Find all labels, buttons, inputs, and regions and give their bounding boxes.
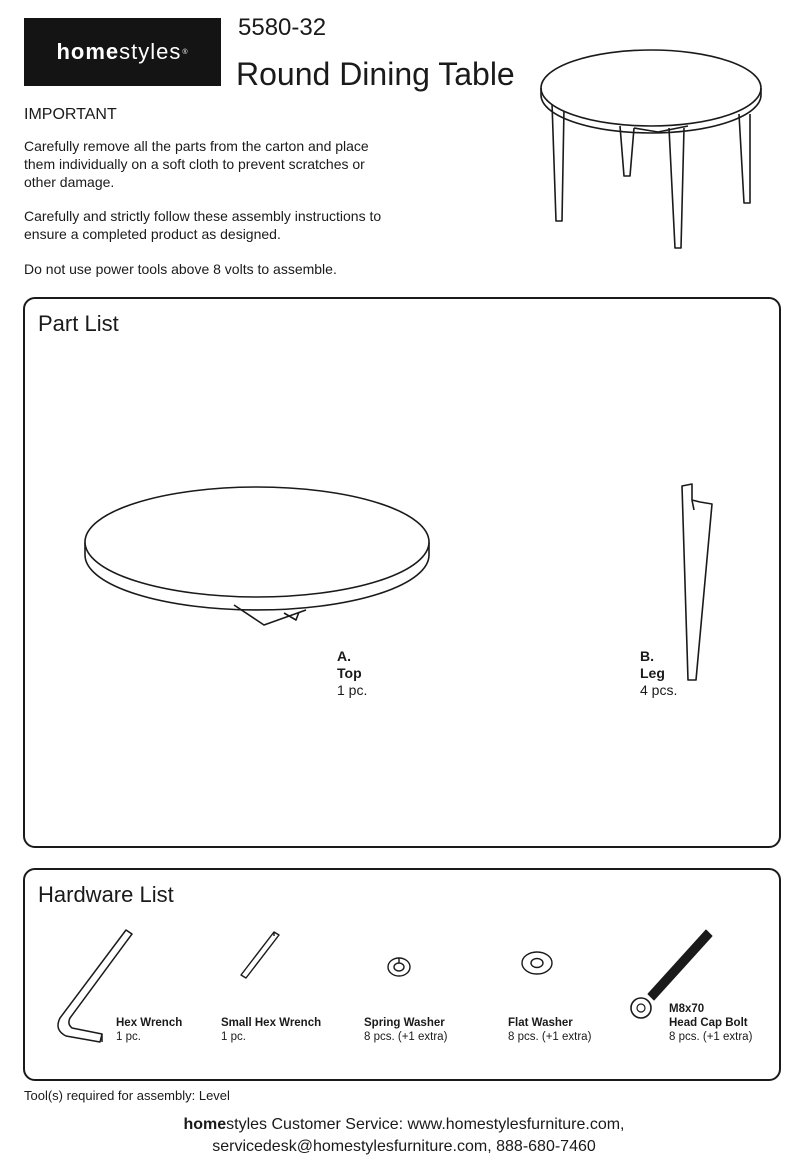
part-label-top [337,648,367,699]
homestyles-logo [24,18,221,86]
hardware-qty: 8 pcs. (+1 extra) [669,1031,753,1043]
hardware-label-hex-wrench [116,1016,182,1044]
hardware-qty: 1 pc. [221,1031,246,1043]
hardware-label-flat-washer [508,1016,591,1044]
hardware-qty: 1 pc. [116,1031,141,1043]
hardware-size: M8x70 [669,1003,705,1015]
hardware-name: Flat Washer [508,1017,573,1029]
flat-washer-icon [520,950,554,976]
registered-mark: ® [182,48,189,56]
page-title: Round Dining Table [236,56,515,92]
footer-line-1 [0,1114,808,1136]
important-heading: IMPORTANT [24,106,117,123]
hardware-qty: 8 pcs. (+1 extra) [364,1031,448,1043]
part-letter: B. [640,648,654,664]
intro-paragraph-1: Carefully remove all the parts from the carton and place them individually on a soft cloth to prevent scratches or other damage. [24,138,369,190]
tools-required-note: Tool(s) required for assembly: Level [24,1088,230,1103]
model-number: 5580-32 [238,14,327,41]
footer-line-1-text: styles Customer Service: www.homestylesfurniture.com, [226,1116,625,1133]
hardware-label-spring-washer [364,1016,447,1044]
table-top-icon [84,480,434,630]
part-letter: A. [337,648,351,664]
logo-rest-text: styles [119,39,182,64]
hardware-name: Small Hex Wrench [221,1017,322,1029]
intro-paragraph-3: Do not use power tools above 8 volts to assemble. [24,261,337,277]
part-list-title: Part List [38,311,119,336]
hardware-list-title: Hardware List [38,882,174,907]
assembled-table-icon [538,48,768,256]
hardware-name: Hex Wrench [116,1017,183,1029]
hardware-label-small-hex-wrench [221,1016,321,1044]
part-name: Top [337,665,362,681]
table-leg-icon [676,482,716,682]
hardware-label-head-cap-bolt [669,1002,752,1044]
small-hex-wrench-icon [238,930,282,980]
logo-bold-text: home [56,39,120,64]
part-label-leg [640,648,677,699]
part-qty: 1 pc. [337,682,368,698]
hardware-name: Head Cap Bolt [669,1017,748,1029]
hardware-name: Spring Washer [364,1017,445,1029]
intro-paragraph-2: Carefully and strictly follow these assembly instructions to ensure a completed product as designed. [24,208,382,242]
customer-service-footer [0,1114,808,1158]
part-name: Leg [640,665,665,681]
part-qty: 4 pcs. [640,682,678,698]
footer-brand-bold: home [183,1116,227,1133]
footer-line-2: servicedesk@homestylesfurniture.com, 888-680-7460 [212,1138,596,1155]
hardware-qty: 8 pcs. (+1 extra) [508,1031,592,1043]
spring-washer-icon [386,956,412,978]
